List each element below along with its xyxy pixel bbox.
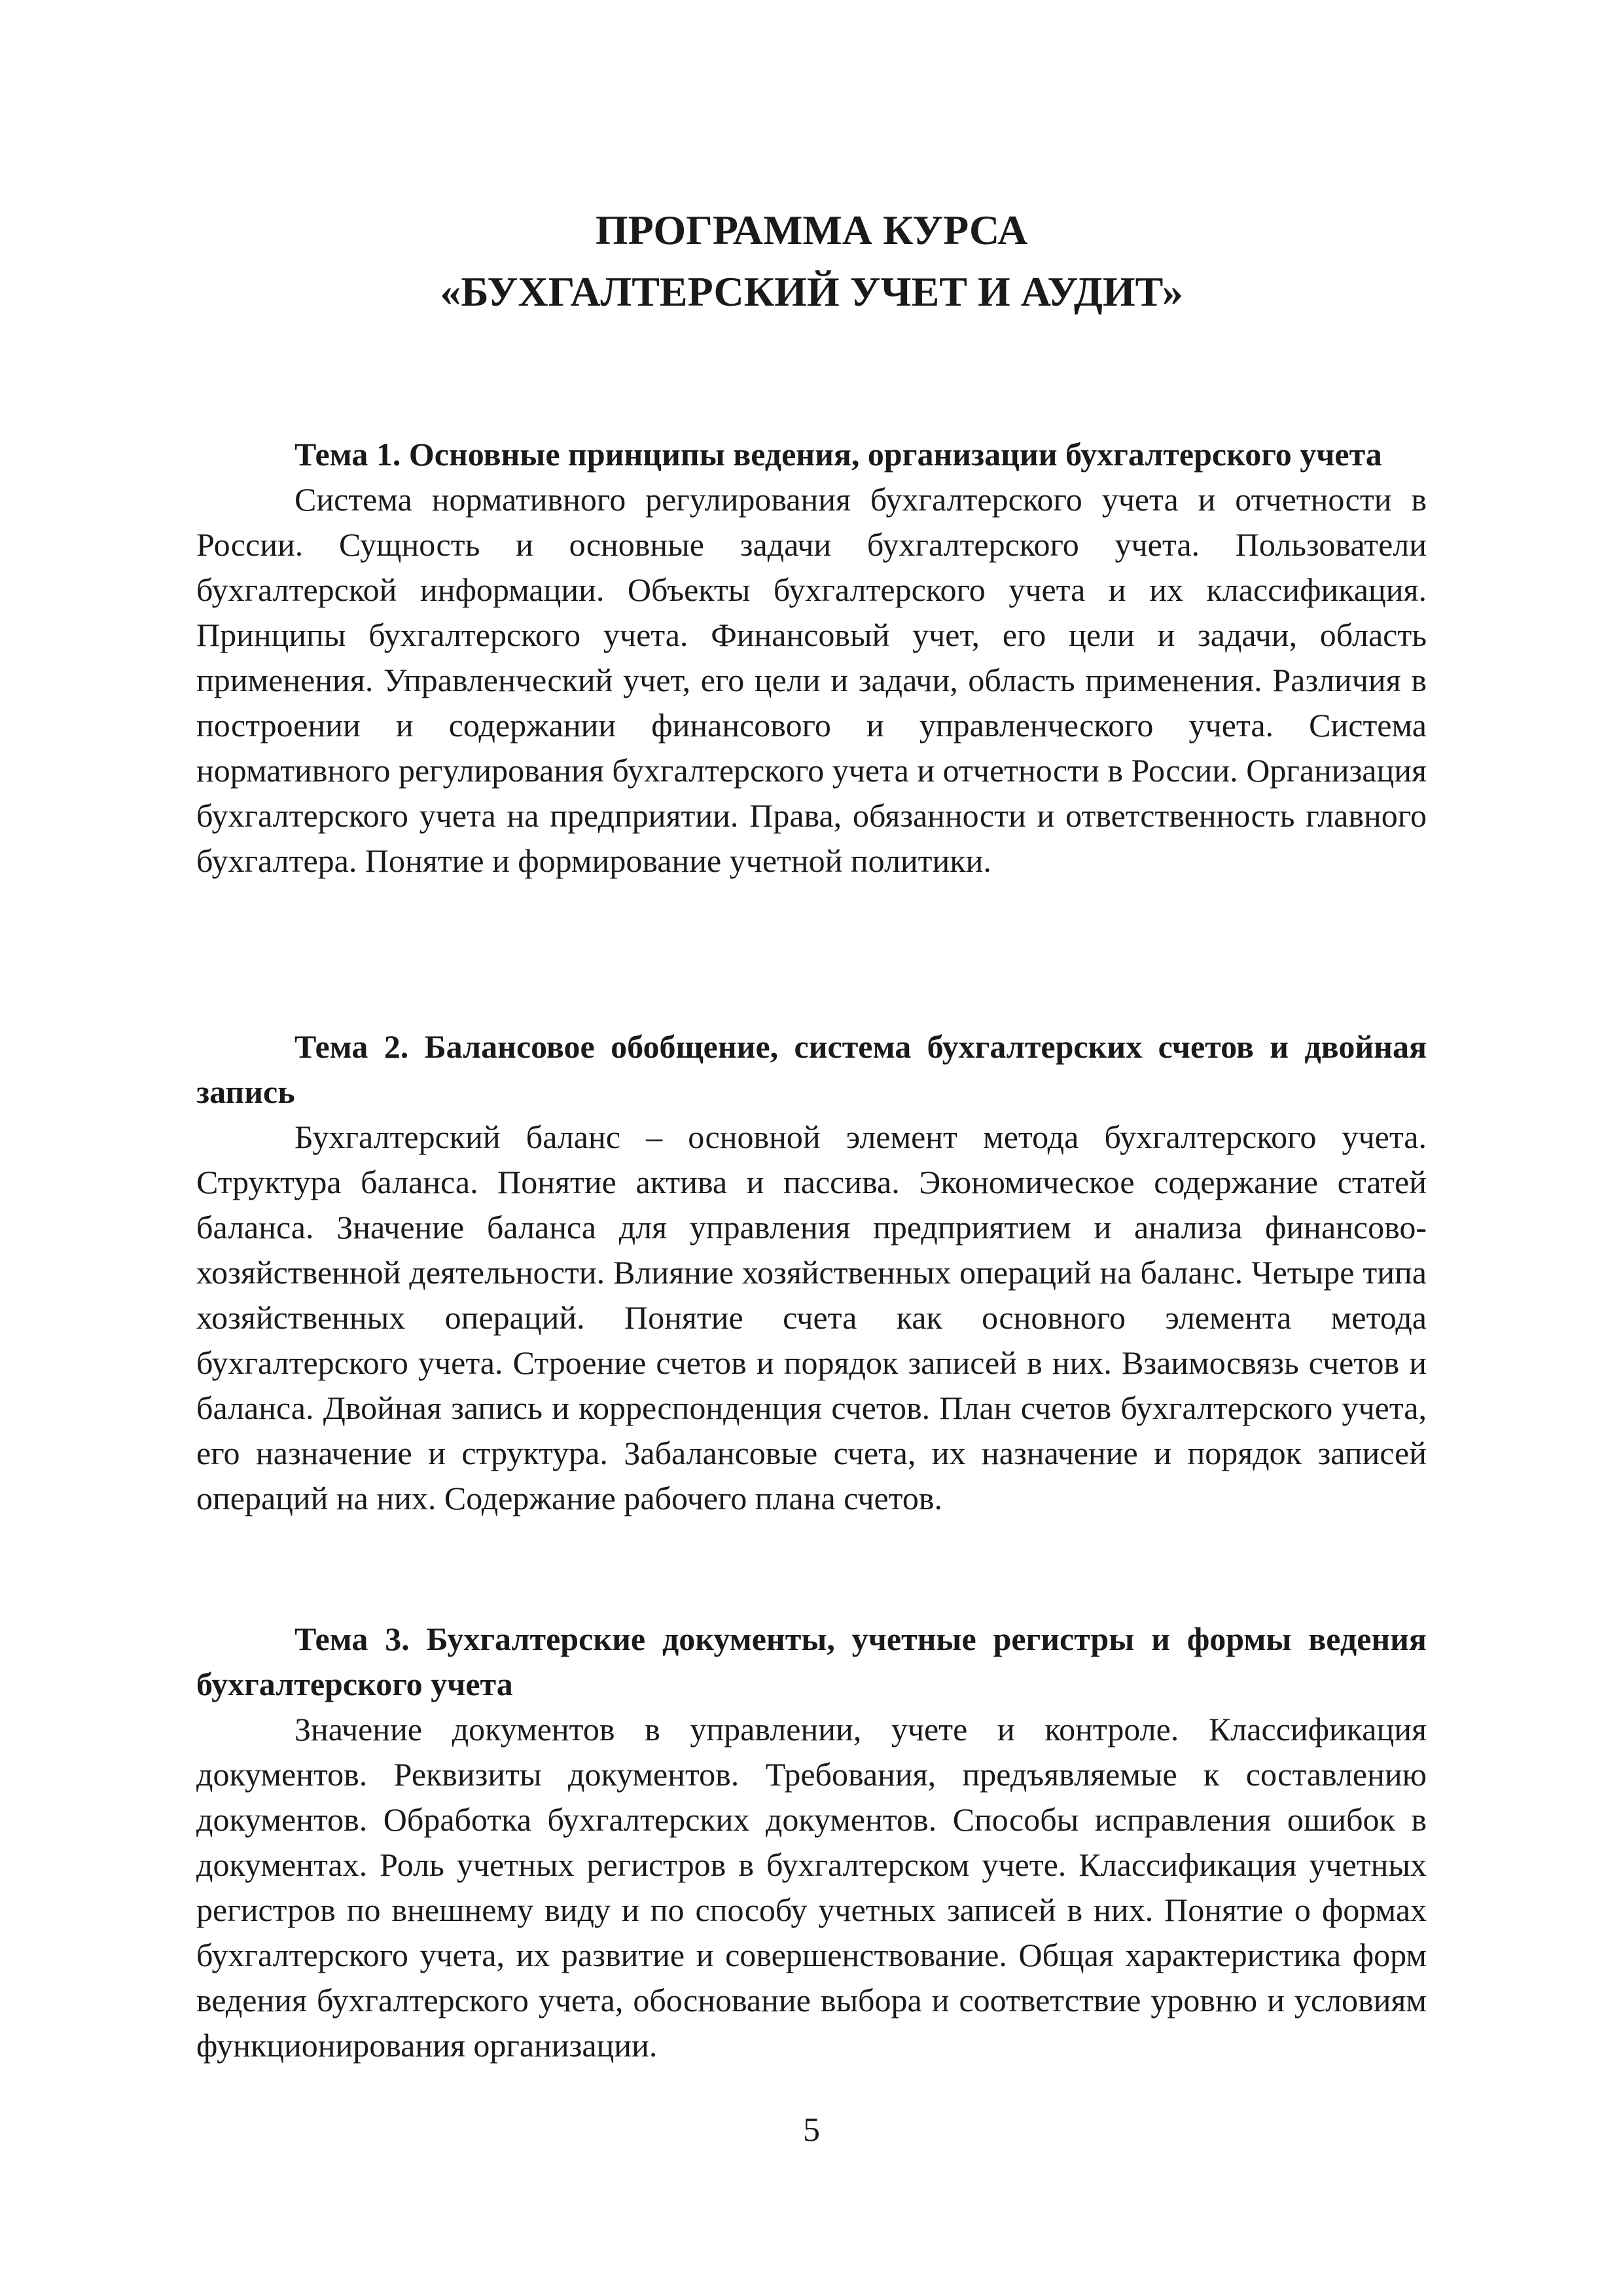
document-title [196, 200, 1427, 323]
topic-1-section [196, 432, 1427, 884]
topic-1-heading: Тема 1. Основные принципы ведения, организации бухгалтерского учета [294, 436, 1382, 473]
topic-2-body: Бухгалтерский баланс – основной элемент метода бухгалтерского учета. Структура баланса. Понятие актива и пассива. Экономическое содержание статей баланса. Значение баланса для управления предприятием и анализа финансово-хозяйственной деятельности. Влияние хозяйственных операций на баланс. Четыре типа хозяйственных операций. Понятие счета как основного элемента метода бухгалтерского учета. Строение счетов и порядок записей в них. Взаимосвязь счетов и баланса. Двойная запись и корреспонденция счетов. План счетов бухгалтерского учета, его назначение и структура. Забалансовые счета, их назначение и порядок записей операций на них. Содержание рабочего плана счетов. [196, 1119, 1427, 1516]
topic-3-section [196, 1617, 1427, 2068]
topic-2-heading: Тема 2. Балансовое обобщение, система бухгалтерских счетов и двойная запись [196, 1028, 1427, 1110]
topic-3-body: Значение документов в управлении, учете и контроле. Классификация документов. Реквизиты документов. Требования, предъявляемые к составлению документов. Обработка бухгалтерских документов. Способы исправления ошибок в документах. Роль учетных регистров в бухгалтерском учете. Классификация учетных регистров по внешнему виду и по способу учетных записей в них. Понятие о формах бухгалтерского учета, их развитие и совершенствование. Общая характеристика форм ведения бухгалтерского учета, обоснование выбора и соответствие уровню и условиям функционирования организации. [196, 1711, 1427, 2064]
topic-3-heading: Тема 3. Бухгалтерские документы, учетные регистры и формы ведения бухгалтерского учета [196, 1621, 1427, 1702]
topic-2-section [196, 1024, 1427, 1521]
title-line-2: «БУХГАЛТЕРСКИЙ УЧЕТ И АУДИТ» [440, 268, 1183, 315]
title-line-1: ПРОГРАММА КУРСА [595, 207, 1028, 253]
page-number: 5 [803, 2111, 820, 2149]
topic-1-body: Система нормативного регулирования бухгалтерского учета и отчетности в России. Сущность и основные задачи бухгалтерского учета. Пользователи бухгалтерской информации. Объекты бухгалтерского учета и их классификация. Принципы бухгалтерского учета. Финансовый учет, его цели и задачи, область применения. Управленческий учет, его цели и задачи, область применения. Различия в построении и содержании финансового и управленческого учета. Система нормативного регулирования бухгалтерского учета и отчетности в России. Организация бухгалтерского учета на предприятии. Права, обязанности и ответственность главного бухгалтера. Понятие и формирование учетной политики. [196, 481, 1427, 879]
